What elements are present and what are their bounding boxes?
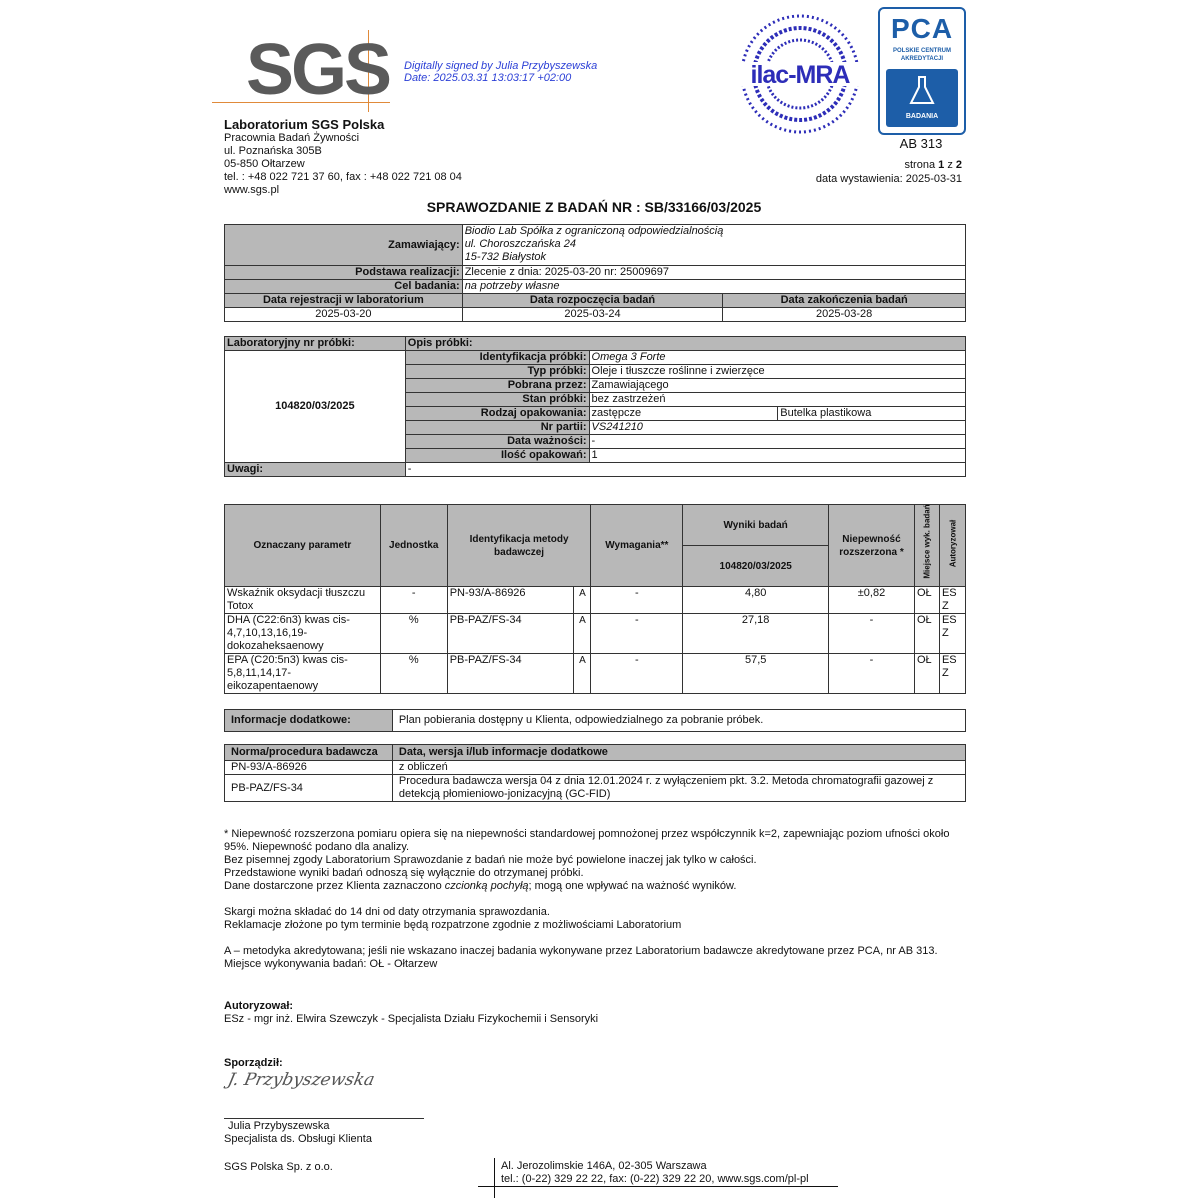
signature-line-1: Digitally signed by Julia Przybyszewska (404, 60, 598, 72)
norms-header-row (225, 745, 966, 761)
page-of: z (947, 159, 953, 171)
lab-city: 05-850 Ołtarzew (224, 158, 305, 170)
result-method: PB-PAZ/FS-34 (447, 614, 574, 654)
result-unit: - (380, 587, 447, 614)
authorized-block (224, 1000, 964, 1026)
pca-badania: BADANIA (905, 113, 939, 120)
ordering-row (225, 225, 966, 266)
result-uncertainty: - (829, 654, 915, 694)
remarks-value: - (405, 463, 965, 477)
prepared-label: Sporządził: (224, 1057, 283, 1069)
preparer-info (224, 1120, 372, 1146)
sample-field-value: - (589, 435, 965, 449)
norms-row (225, 761, 966, 775)
sample-field-label: Nr partii: (405, 421, 589, 435)
sample-field-value: 1 (589, 449, 965, 463)
norm-info: Procedura badawcza wersja 04 z dnia 12.01.2024 r. z wyłączeniem pkt. 3.2. Metoda chromatografii gazowej z detekcją płomieniowo-jonizacyjną (GC-FID) (392, 775, 965, 802)
pca-sub-1: POLSKIE CENTRUM (892, 48, 951, 54)
note-copy: Bez pisemnej zgody Laboratorium Sprawozdanie z badań nie może być powielone inaczej jak tylko w całości. (224, 854, 757, 866)
report-title: SPRAWOZDANIE Z BADAŃ NR : SB/33166/03/2025 (426, 199, 762, 215)
lab-sample-number: 104820/03/2025 (225, 351, 406, 463)
ordering-line-1: Biodio Lab Spółka z ograniczoną odpowiedzialnością (464, 225, 724, 237)
lab-no-label: Laboratoryjny nr próbki: (225, 337, 406, 351)
result-uncertainty: - (829, 614, 915, 654)
result-requirement: - (591, 614, 683, 654)
result-value: 27,18 (683, 614, 829, 654)
page-current: 1 (938, 159, 945, 171)
header-method: Identyfikacja metody badawczej (447, 505, 591, 587)
handwritten-signature: J. Przybyszewska (225, 1070, 377, 1090)
result-requirement: - (591, 587, 683, 614)
header-auth-text: Autoryzował (948, 519, 958, 568)
header-unit: Jednostka (380, 505, 447, 587)
extra-info-row (225, 710, 966, 732)
result-value: 57,5 (683, 654, 829, 694)
result-place: OŁ (914, 614, 939, 654)
results-header-row (225, 505, 966, 546)
sample-header-row (225, 337, 966, 351)
pca-sub-2: AKREDYTACJI (900, 56, 944, 62)
footer-rule (478, 1186, 838, 1187)
lab-phone: tel. : +48 022 721 37 60, fax : +48 022 721 08 04 (224, 171, 462, 183)
extra-info-value: Plan pobierania dostępny u Klienta, odpowiedzialnego za pobranie próbek. (392, 710, 965, 732)
sample-field-label: Stan próbki: (405, 393, 589, 407)
result-row (225, 654, 966, 694)
header-sample-number: 104820/03/2025 (683, 546, 829, 587)
extra-info-label: Informacje dodatkowe: (225, 710, 393, 732)
lab-address (224, 117, 462, 197)
result-unit: % (380, 654, 447, 694)
purpose-value: na potrzeby własne (462, 280, 965, 294)
digital-signature (404, 60, 597, 84)
authorized-value: ESz - mgr inż. Elwira Szewczyk - Specjalista Działu Fizykochemii i Sensoryki (224, 1013, 599, 1025)
result-value: 4,80 (683, 587, 829, 614)
sample-field-value: bez zastrzeżeń (589, 393, 965, 407)
sample-table (224, 336, 966, 477)
result-row (225, 614, 966, 654)
result-param: DHA (C22:6n3) kwas cis-4,7,10,13,16,19-dokozaheksaenowy (225, 614, 381, 654)
result-method: PN-93/A-86926 (447, 587, 574, 614)
lab-www[interactable]: www.sgs.pl (224, 184, 280, 196)
pca-number: AB 313 (899, 136, 943, 151)
norms-row (225, 775, 966, 802)
start-date: 2025-03-24 (462, 308, 723, 322)
norm-name: PN-93/A-86926 (225, 761, 393, 775)
reg-date: 2025-03-20 (225, 308, 463, 322)
result-param: Wskaźnik oksydacji tłuszczu Totox (225, 587, 381, 614)
sample-field-label: Pobrana przez: (405, 379, 589, 393)
footer-contact[interactable]: tel.: (0-22) 329 22 22, fax: (0-22) 329 22 20, www.sgs.com/pl-pl (501, 1173, 809, 1185)
pca-inner-panel (886, 69, 958, 127)
pca-badge (878, 7, 966, 135)
purpose-row (225, 280, 966, 294)
basis-label: Podstawa realizacji: (225, 266, 463, 280)
pca-subtitle (880, 47, 964, 63)
notes (224, 828, 964, 971)
lab-name: Laboratorium SGS Polska (224, 117, 385, 132)
footer-address-block (501, 1160, 809, 1186)
norm-name: PB-PAZ/FS-34 (225, 775, 393, 802)
result-auth: ESZ (939, 587, 965, 614)
remarks-row (225, 463, 966, 477)
ilac-mra-text: ilac-MRA (750, 61, 850, 89)
note-client-data-c: ; mogą one wpływać na ważność wyników. (528, 880, 737, 892)
lab-street: ul. Poznańska 305B (224, 145, 322, 157)
sample-field-label: Data ważności: (405, 435, 589, 449)
result-unit: % (380, 614, 447, 654)
note-place: Miejsce wykonywania badań: OŁ - Ołtarzew (224, 958, 438, 970)
end-date: 2025-03-28 (723, 308, 966, 322)
sample-field-value: Zamawiającego (589, 379, 965, 393)
page-number (760, 158, 962, 172)
sgs-logo-text: SGS (246, 30, 390, 110)
note-client-data-b: czcionką pochyłą (444, 880, 529, 892)
result-place: OŁ (914, 654, 939, 694)
start-date-label: Data rozpoczęcia badań (462, 294, 723, 308)
header-param: Oznaczany parametr (225, 505, 381, 587)
result-requirement: - (591, 654, 683, 694)
reg-date-label: Data rejestracji w laboratorium (225, 294, 463, 308)
pca-logo-text: PCA (890, 13, 954, 44)
sample-row (225, 351, 966, 365)
norm-info: z obliczeń (392, 761, 965, 775)
result-place: OŁ (914, 587, 939, 614)
remarks-label: Uwagi: (225, 463, 406, 477)
result-uncertainty: ±0,82 (829, 587, 915, 614)
sample-field-label: Ilość opakowań: (405, 449, 589, 463)
signature-line (224, 1118, 424, 1119)
sample-field-value-2: Butelka plastikowa (778, 407, 966, 421)
result-accreditation: A (574, 614, 591, 654)
dates-row (225, 308, 966, 322)
norms-header-norm: Norma/procedura badawcza (225, 745, 393, 761)
norms-table (224, 744, 966, 802)
signature-line-2: Date: 2025.03.31 13:03:17 +02:00 (404, 72, 572, 84)
header-results: Wyniki badań (683, 505, 829, 546)
sample-field-value: Oleje i tłuszcze roślinne i zwierzęce (589, 365, 965, 379)
sample-field-label: Rodzaj opakowania: (405, 407, 589, 421)
end-date-label: Data zakończenia badań (723, 294, 966, 308)
extra-info-table (224, 709, 966, 732)
note-reclamations: Reklamacje złożone po tym terminie będą rozpatrzone zgodnie z możliwościami Laboratorium (224, 919, 682, 931)
sample-field-label: Typ próbki: (405, 365, 589, 379)
sample-field-value: Omega 3 Forte (589, 351, 965, 365)
sample-desc-label: Opis próbki: (405, 337, 965, 351)
note-complaints: Skargi można składać do 14 dni od daty otrzymania sprawozdania. (224, 906, 550, 918)
issue-date: data wystawienia: 2025-03-31 (815, 173, 962, 185)
result-accreditation: A (574, 654, 591, 694)
note-client-data-a: Dane dostarczone przez Klienta zaznaczono (224, 880, 445, 892)
sample-field-label: Identyfikacja próbki: (405, 351, 589, 365)
result-param: EPA (C20:5n3) kwas cis-5,8,11,14,17-eikozapentaenowy (225, 654, 381, 694)
basis-value: Zlecenie z dnia: 2025-03-20 nr: 25009697 (462, 266, 965, 280)
note-client-data (224, 880, 964, 893)
dates-header-row (225, 294, 966, 308)
ordering-value (462, 225, 965, 266)
lab-department: Pracownia Badań Żywności (224, 132, 360, 144)
header-place-text: Miejsce wyk. badań (922, 504, 932, 579)
note-sample: Przedstawione wyniki badań odnoszą się wyłącznie do otrzymanej próbki. (224, 867, 584, 879)
sgs-logo (212, 30, 392, 110)
header-requirements: Wymagania** (591, 505, 683, 587)
result-method: PB-PAZ/FS-34 (447, 654, 574, 694)
preparer-position: Specjalista ds. Obsługi Klienta (224, 1133, 372, 1145)
norms-header-data: Data, wersja i/lub informacje dodatkowe (392, 745, 965, 761)
result-auth: ESZ (939, 614, 965, 654)
result-auth: ESZ (939, 654, 965, 694)
note-uncertainty: * Niepewność rozszerzona pomiaru opiera się na niepewności standardowej pomnożonej przez współczynnik k=2, zapewniając poziom ufności około 95%. Niepewność podano dla analizy. (224, 828, 950, 853)
ordering-label: Zamawiający: (225, 225, 463, 266)
ilac-mra-seal (738, 12, 862, 136)
client-table (224, 224, 966, 322)
sample-field-value: VS241210 (589, 421, 965, 435)
ordering-line-2: ul. Choroszczańska 24 (464, 238, 576, 250)
preparer-name: Julia Przybyszewska (228, 1120, 330, 1132)
ordering-line-3: 15-732 Białystok (464, 251, 547, 263)
basis-row (225, 266, 966, 280)
footer-company: SGS Polska Sp. z o.o. (224, 1161, 333, 1173)
result-row (225, 587, 966, 614)
note-accreditation: A – metodyka akredytowana; jeśli nie wskazano inaczej badania wykonywane przez Laboratorium badawcze akredytowane przez PCA, nr AB 313. (224, 945, 938, 957)
page-total: 2 (955, 159, 962, 171)
authorized-label: Autoryzował: (224, 1000, 294, 1012)
result-accreditation: A (574, 587, 591, 614)
purpose-label: Cel badania: (225, 280, 463, 294)
page-info (760, 158, 962, 186)
flask-icon (908, 75, 936, 107)
header-place (914, 505, 939, 587)
results-table (224, 504, 966, 694)
page-label: strona (904, 159, 936, 171)
header-auth (939, 505, 965, 587)
footer-address: Al. Jerozolimskie 146A, 02-305 Warszawa (501, 1160, 707, 1172)
footer-divider (494, 1158, 495, 1198)
header-uncertainty: Niepewność rozszerzona * (829, 505, 915, 587)
sample-field-value: zastępcze (589, 407, 778, 421)
